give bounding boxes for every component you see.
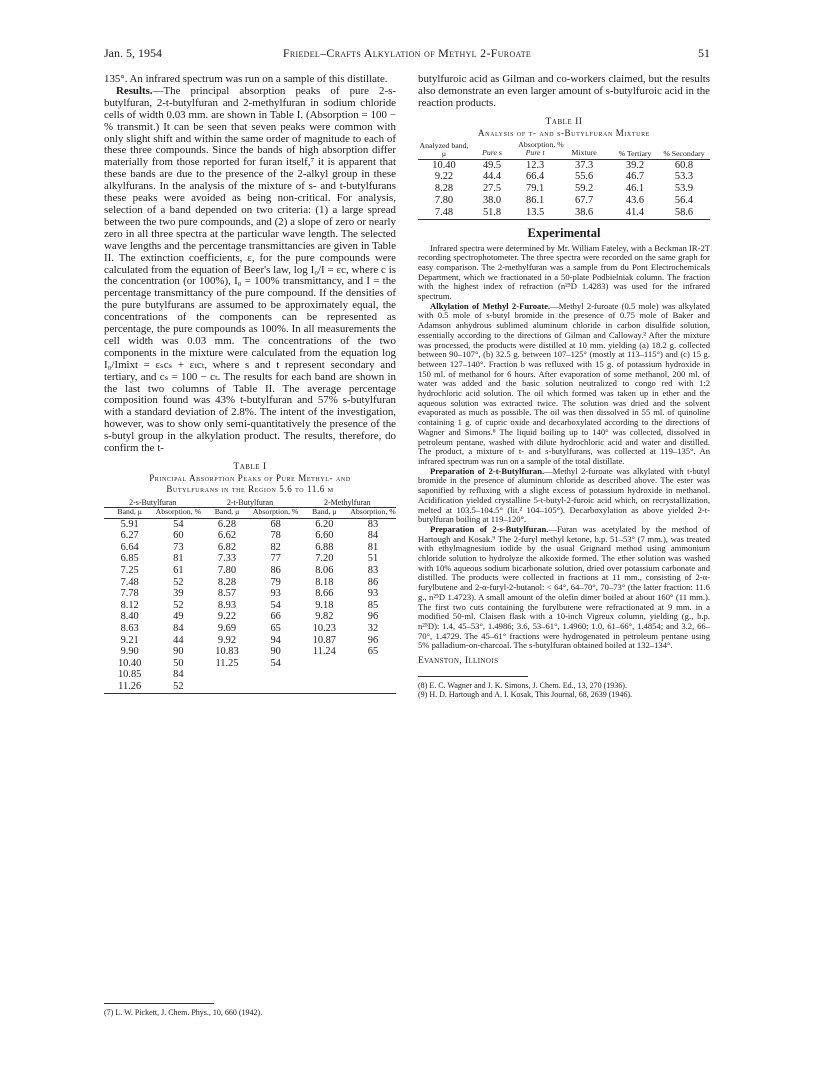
table1-cell-t-abs: 66 [270, 611, 281, 623]
table1-cell-t-abs: 86 [270, 564, 281, 576]
table1-cell-m-band: 11.24 [312, 646, 336, 658]
table1-cell-s-band: 6.64 [120, 541, 139, 553]
table1-cell-m-abs: 83 [367, 564, 379, 576]
table1-cell-m-abs: 32 [367, 622, 379, 634]
table1-group-methyl: 2-Methylfuran [299, 498, 396, 508]
table1-cell-t-abs: 93 [270, 588, 281, 600]
alkylation-text: —Methyl 2-furoate (0.5 mole) was alkylated with 0.5 mole of s-butyl bromide in the presence of 0.75 mole of Baker and Adamson anhydrous sublimed aluminum chloride in carbon disulfide solution, essentially according to the directions of Gilman and Calloway.² After the mixture was processed, the products were distilled at 10 mm. yielding (a) 18.2 g. collected between 90–107°, (b) 32.5 g. between 107–125° (mostly at 113–115°) and (c) 15 g. between 127–140°. Fraction b was refluxed with 15 g. of potassium hydroxide in 150 ml. of methanol for 6 hours. After evaporation of some methanol, 200 ml. of water was added and the basic solution neutralized to congo red with 1:2 hydrochloric acid solution. The oil which formed was taken up in ether and the aqueous solution was extracted twice. The solution was dried and the solvent evaporated as much as possible. The oil was then dissolved in 55 ml. of quinoline containing 1 g. of cupric oxide and decarboxylated according to the directions of Wagner and Simons.⁸ The liquid boiling up to 140° was collected, dissolved in petroleum pentane, washed with dilute hydrochloric acid and water and distilled. The product, a mixture of t- and s-butylfurans, was collected at 119–135°. An infrared spectrum was run on a sample of the total distillate. [418, 300, 710, 466]
table1-cell-s-band: 8.63 [120, 622, 139, 634]
table2-cell-band: 8.28 [434, 183, 454, 195]
table1-cell-m-abs: 83 [367, 518, 379, 530]
table1-cell-m-band: 6.88 [315, 541, 334, 553]
table2-row [418, 207, 710, 219]
table2-cell-secondary: 53.3 [674, 171, 694, 183]
s-butylfuran-text: —Furan was acetylated by the method of Hartough and Kosak.⁹ The 2-furyl methyl ketone, b.p. 51–53° (7 mm.), was treated with ethylmagnesium iodide by the usual Grignard method using ammonium chloride solution to hydrolyze the alkoxide formed. The ether solution was washed with 10% aqueous sodium bicarbonate solution, dried over potassium carbonate and distilled. The products were collected in fractions at 11 mm., consisting of 2-α-furylbutene and 2-α-furyl-2-butanol: < 64°, 64–70°, 70–73° (the latter fraction: 11.6 g., n²⁵D 1.4723). A small amount of the olefin dimer boiled at about 160° (11 mm.). The first two cuts containing the furylbutene were refractionated at 9 mm. in a modified 50-ml. Claisen flask with a 10-inch Vigreux column, yielding (g., b.p. n²⁵D): 1.4, 45–53°, 1.4986; 3.6, 53–61°, 1.4960; 1.0, 61–66°, 1.4854; and 3.2, 66–70°, 1.4729. The 45–61° fractions were hydrogenated in petroleum pentane using 5% palladium-on-charcoal. The s-butylfuran obtained boiled at 132–134°. [418, 523, 710, 651]
t-butylfuran-runin: Preparation of 2-t-Butylfuran. [430, 465, 545, 476]
exp-paragraph-t-butylfuran [418, 467, 710, 525]
table1-cell-s-abs: 90 [173, 646, 184, 658]
table1-cell-s-abs: 39 [173, 588, 184, 600]
table1-cell-t-abs: 82 [270, 541, 281, 553]
table1-cell-t-abs: 68 [270, 518, 281, 530]
table2-cell-pure-s: 49.5 [482, 159, 502, 171]
table2-row [418, 171, 710, 183]
table2-cell-pure-t: 79.1 [526, 183, 545, 195]
paragraph-conclusion: butylfuroic acid as Gilman and co-workers claimed, but the results also demonstrate an even larger amount of s-butylfuroic acid in the reaction products. [418, 73, 710, 109]
table1-row [104, 669, 396, 681]
table1-cell-t-band: 9.22 [217, 611, 237, 623]
table1-cell-m-band: 8.18 [315, 576, 334, 588]
table1-cell-m-band: 6.60 [315, 530, 334, 542]
table1-body [104, 518, 396, 692]
table1-cell-m-abs: 96 [367, 611, 379, 623]
table1-cell-m-abs: 96 [367, 634, 379, 646]
table1-cell-s-abs: 81 [173, 553, 184, 565]
experimental-heading: Experimental [527, 225, 601, 240]
table1-cell-m-band [299, 658, 350, 670]
table1-cell-t-band: 6.62 [217, 530, 237, 542]
table1-cell-t-band: 6.82 [217, 541, 237, 553]
table1-cell-s-band: 9.21 [120, 634, 139, 646]
table2-cell-secondary: 56.4 [674, 194, 694, 206]
table1-cell-m-band [299, 681, 350, 693]
table2-cell-mixture: 38.6 [575, 206, 594, 218]
table1-cell-t-band [201, 669, 252, 681]
table1-row [104, 611, 396, 623]
table2-col-band: Analyzed band, μ [419, 140, 469, 159]
table1-cell-t-band: 11.25 [215, 657, 239, 669]
table1-cell-m-abs: 81 [367, 541, 379, 553]
table1-cell-m-abs [350, 681, 396, 693]
table1-cell-t-abs: 79 [270, 576, 281, 588]
table2-cell-secondary: 60.8 [674, 159, 694, 171]
table1-cell-s-abs: 50 [173, 657, 184, 669]
table1-cell-m-abs: 65 [367, 646, 379, 658]
table1-cell-m-band [299, 669, 350, 681]
table2 [418, 141, 710, 219]
table2-col-secondary: % Secondary [658, 141, 710, 159]
table2-cell-pure-s: 51.8 [482, 206, 502, 218]
table2-row [418, 183, 710, 195]
table1-cell-m-abs: 86 [367, 576, 379, 588]
table1-cell-t-abs: 78 [270, 530, 281, 542]
table1-group-t-butyl: 2-t-Butylfuran [201, 498, 298, 508]
footnote-8: (8) E. C. Wagner and J. K. Simons, J. Chem. Ed., 13, 270 (1936). [418, 681, 627, 691]
table1-cell-m-band: 8.06 [315, 564, 334, 576]
results-runin: Results. [116, 84, 153, 97]
footnote-9: (9) H. D. Hartough and A. I. Kosak, This Journal, 68, 2639 (1946). [418, 690, 633, 700]
table1-cell-s-abs: 44 [173, 634, 184, 646]
table1-cell-m-band: 9.18 [315, 599, 334, 611]
table1-cell-m-abs [350, 669, 396, 681]
table1-row [104, 646, 396, 658]
table1-cell-s-abs: 60 [173, 530, 184, 542]
table2-row [418, 159, 710, 171]
table2-cell-band: 9.22 [434, 171, 454, 183]
table1-cell-m-abs: 84 [367, 530, 379, 542]
table1-cell-m-abs [350, 658, 396, 670]
left-footnotes [104, 1003, 396, 1017]
table2-cell-pure-t: 13.5 [526, 206, 545, 218]
table1-row [104, 530, 396, 542]
table1-cell-s-abs: 52 [173, 599, 184, 611]
table1-cell-t-band: 10.83 [215, 646, 239, 658]
table2-col-absorption: Absorption, % [518, 139, 564, 149]
table1-title [104, 473, 396, 495]
table1-title-line2: Butylfurans in the Region 5.6 to 11.6 μ [166, 484, 334, 494]
exp-paragraph-alkylation [418, 302, 710, 467]
table2-cell-tertiary: 39.2 [625, 159, 645, 171]
table1-cell-t-band: 9.92 [217, 634, 237, 646]
table1-cell-s-band: 6.27 [120, 530, 139, 542]
table1-caption: Table I [233, 461, 267, 472]
table2-cell-band: 10.40 [432, 159, 456, 171]
table1-cell-m-band: 6.20 [315, 518, 334, 530]
table1-cell-s-band: 10.40 [117, 657, 142, 669]
table2-cell-pure-t: 66.4 [526, 171, 545, 183]
table1-cell-s-band: 9.90 [120, 646, 139, 658]
table1-cell-s-band: 7.78 [120, 588, 139, 600]
table2-cell-band: 7.80 [434, 194, 454, 206]
footnote-7: (7) L. W. Pickett, J. Chem. Phys., 10, 660 (1942). [104, 1008, 263, 1017]
table1 [104, 498, 396, 693]
s-butylfuran-runin: Preparation of 2-s-Butylfuran. [430, 523, 549, 534]
table1-cell-t-abs: 54 [270, 657, 281, 669]
table1-cell-t-band: 7.33 [217, 553, 237, 565]
table1-cell-m-band: 8.66 [315, 588, 334, 600]
table1-cell-t-band [201, 681, 252, 693]
table2-cell-pure-t: 12.3 [526, 159, 545, 171]
table1-cell-s-abs: 73 [173, 541, 184, 553]
results-text: —The principal absorption peaks of pure 2-s-butylfuran, 2-t-butylfuran and 2-methylfuran in sodium chloride cells of width 0.03 mm. are shown in Table I. (Absorption = 100 − % transmit.) It can be seen that seven peaks were common with only slight shift and within the same order of magnitude to each of these three compounds. Since the bands of high absorption differ materially from those reported for furan itself,⁷ it is apparent that these bands are due to the presence of the 2-alkyl group in these alkylfurans. In the analysis of the mixture of s- and t-butylfurans these peaks were avoided as being non-critical. For analysis, selection of a band depended on two criteria: (1) a large spread between the two pure compounds, and (2) a slope of zero or nearly zero in all three spectra at the particular wave length. The selected wave lengths and the percentage transmittancies are given in Table II. The extinction coefficients, ε, for the pure compounds were calculated from the equation of Beer's law, log I₀/I = εc, where c is the concentration (or 100%), I₀ = 100% transmittancy, and I = the percentage transmittancy of the pure compound. If the densities of the pure butylfurans are assumed to be approximately equal, the concentrations of the components can be represented as percentage, the pure compounds as 100%. In all measurements the cell width was 0.03 mm. The concentrations of the two components in the mixture were calculated from the equation log I₀/Imixt = εₛcₛ + εₜcₜ, where s and t represent secondary and tertiary, and cₛ = 100 − cₜ. The results for each band are shown in the last two columns of Table II. The average percentage composition found was 43% t-butylfuran and 57% s-butylfuran with a standard deviation of 2.8%. The intent of the investigation, however, was to show only semi-quantitatively the presence of the s-butyl group in the alkylation product. The results, therefore, do confirm the t- [104, 84, 396, 455]
table1-cell-m-band: 10.87 [312, 634, 337, 646]
page-number: 51 [698, 46, 710, 60]
table1-col-absorption: Absorption, % [253, 508, 299, 519]
author-address: Evanston, Illinois [418, 656, 499, 667]
exp-paragraph-instruments: Infrared spectra were determined by Mr. William Fateley, with a Beckman IR-2T recording spectrophotometer. The three spectra were recorded on the same graph for easy comparison. The 2-methylfuran was a sample from du Pont Electrochemicals Department, which we fractionated in a 50-plate Podbielniak column. The fraction with the highest index of refraction (n²⁵D 1.4283) was used for the infrared spectrum. [418, 242, 710, 302]
table2-body [418, 159, 710, 218]
table2-cell-mixture: 37.3 [575, 159, 594, 171]
table2-cell-pure-s: 44.4 [482, 171, 502, 183]
exp-paragraph-s-butylfuran [418, 525, 710, 651]
table1-cell-s-band: 6.85 [120, 553, 139, 565]
table1-cell-t-band: 9.69 [217, 622, 237, 634]
table2-col-pure-s: Pure s [470, 149, 514, 159]
table2-title: Analysis of t- and s-Butylfuran Mixture [478, 127, 650, 138]
table1-row [104, 635, 396, 647]
table1-cell-s-band: 11.26 [118, 680, 142, 692]
table1-cell-s-band: 5.91 [120, 518, 139, 530]
table2-cell-tertiary: 41.4 [625, 206, 645, 218]
table1-row [104, 681, 396, 693]
table1-cell-t-band: 8.57 [217, 588, 237, 600]
footnote-rule [104, 1003, 214, 1004]
table2-caption: Table II [545, 115, 583, 127]
table1-cell-t-abs: 94 [270, 634, 281, 646]
table1-cell-s-abs: 52 [173, 576, 184, 588]
table1-group-s-butyl: 2-s-Butylfuran [104, 498, 201, 508]
table2-row [418, 195, 710, 207]
table1-row [104, 565, 396, 577]
table1-cell-s-abs: 52 [173, 680, 184, 692]
table1-cell-s-band: 10.85 [117, 669, 142, 681]
table1-cell-t-abs: 90 [270, 646, 281, 658]
table2-cell-mixture: 67.7 [575, 194, 594, 206]
header-date: Jan. 5, 1954 [104, 46, 162, 60]
table1-row [104, 542, 396, 554]
table1-col-band: Band, μ [201, 508, 252, 519]
table1-bottom-rule [104, 693, 396, 694]
table2-col-tertiary: % Tertiary [612, 141, 658, 159]
table1-row [104, 600, 396, 612]
table1-title-line1: Principal Absorption Peaks of Pure Methyl- and [149, 473, 351, 483]
table1-col-band: Band, μ [299, 508, 350, 519]
table1-cell-t-band: 8.28 [217, 576, 237, 588]
table2-cell-tertiary: 46.7 [625, 171, 645, 183]
table1-row [104, 553, 396, 565]
table1-row [104, 588, 396, 600]
table1-cell-t-band: 6.28 [217, 518, 237, 530]
table1-cell-s-band: 8.40 [120, 611, 139, 623]
footnote-rule [418, 676, 528, 677]
running-header [104, 46, 710, 64]
table2-cell-tertiary: 46.1 [625, 183, 645, 195]
table1-cell-s-abs: 84 [173, 669, 184, 681]
table1-cell-m-band: 7.20 [315, 553, 334, 565]
table2-cell-secondary: 53.9 [674, 183, 694, 195]
table1-row [104, 658, 396, 670]
table1-cell-t-band: 7.80 [217, 564, 237, 576]
table2-col-mixture: Mixture [556, 149, 612, 159]
table1-col-absorption: Absorption, % [350, 508, 396, 519]
table1-cell-s-band: 7.25 [120, 564, 139, 576]
table1-col-band: Band, μ [104, 508, 155, 519]
table2-cell-mixture: 55.6 [575, 171, 594, 183]
table1-cell-t-abs: 65 [270, 622, 281, 634]
table1-row [104, 518, 396, 530]
table2-cell-mixture: 59.2 [575, 183, 594, 195]
table2-cell-pure-s: 27.5 [482, 183, 502, 195]
table1-cell-t-abs: 77 [270, 553, 281, 565]
table1-cell-s-band: 7.48 [120, 576, 139, 588]
table1-cell-m-abs: 93 [367, 588, 379, 600]
table1-row [104, 623, 396, 635]
table2-cell-band: 7.48 [434, 206, 454, 218]
table1-cell-m-abs: 85 [367, 599, 379, 611]
table1-cell-s-abs: 49 [173, 611, 184, 623]
table1-cell-s-abs: 84 [173, 622, 184, 634]
t-butylfuran-text: —Methyl 2-furoate was alkylated with t-butyl bromide in the presence of aluminum chloride as described above. The ester was saponified by refluxing with a slight excess of potassium hydroxide in methanol. Acidification yielded crystalline 5-t-butyl-2-furoic acid which, on recrystallization, melted at 103.5–104.5° (lit.² 104–105°). Decarboxylation as above yielded 2-t-butylfuran boiling at 119–120°. [418, 465, 710, 525]
table2-cell-tertiary: 43.6 [625, 194, 645, 206]
paragraph-intro: 135°. An infrared spectrum was run on a sample of this distillate. [104, 73, 388, 85]
table1-cell-t-abs [253, 681, 299, 693]
table1-cell-m-abs: 51 [367, 553, 379, 565]
table2-cell-pure-t: 86.1 [526, 194, 545, 206]
alkylation-runin: Alkylation of Methyl 2-Furoate. [430, 300, 551, 311]
table1-cell-s-abs: 54 [173, 518, 184, 530]
table1-col-absorption: Absorption, % [155, 508, 201, 519]
paragraph-results [104, 86, 396, 455]
table1-cell-m-band: 10.23 [312, 622, 337, 634]
table2-bottom-rule [418, 219, 710, 220]
header-title: Friedel–Crafts Alkylation of Methyl 2-Furoate [282, 46, 532, 60]
table2-cell-pure-s: 38.0 [482, 194, 502, 206]
table1-cell-t-abs: 54 [270, 599, 281, 611]
table1-cell-t-abs [253, 669, 299, 681]
table1-cell-m-band: 9.82 [315, 611, 334, 623]
table1-cell-t-band: 8.93 [217, 599, 237, 611]
table2-col-pure-t: Pure t [514, 149, 556, 159]
table2-cell-secondary: 58.6 [674, 206, 694, 218]
left-column [104, 74, 396, 694]
table1-cell-s-abs: 61 [173, 564, 184, 576]
right-column [418, 74, 710, 700]
table1-cell-s-band: 8.12 [120, 599, 139, 611]
table1-row [104, 577, 396, 589]
